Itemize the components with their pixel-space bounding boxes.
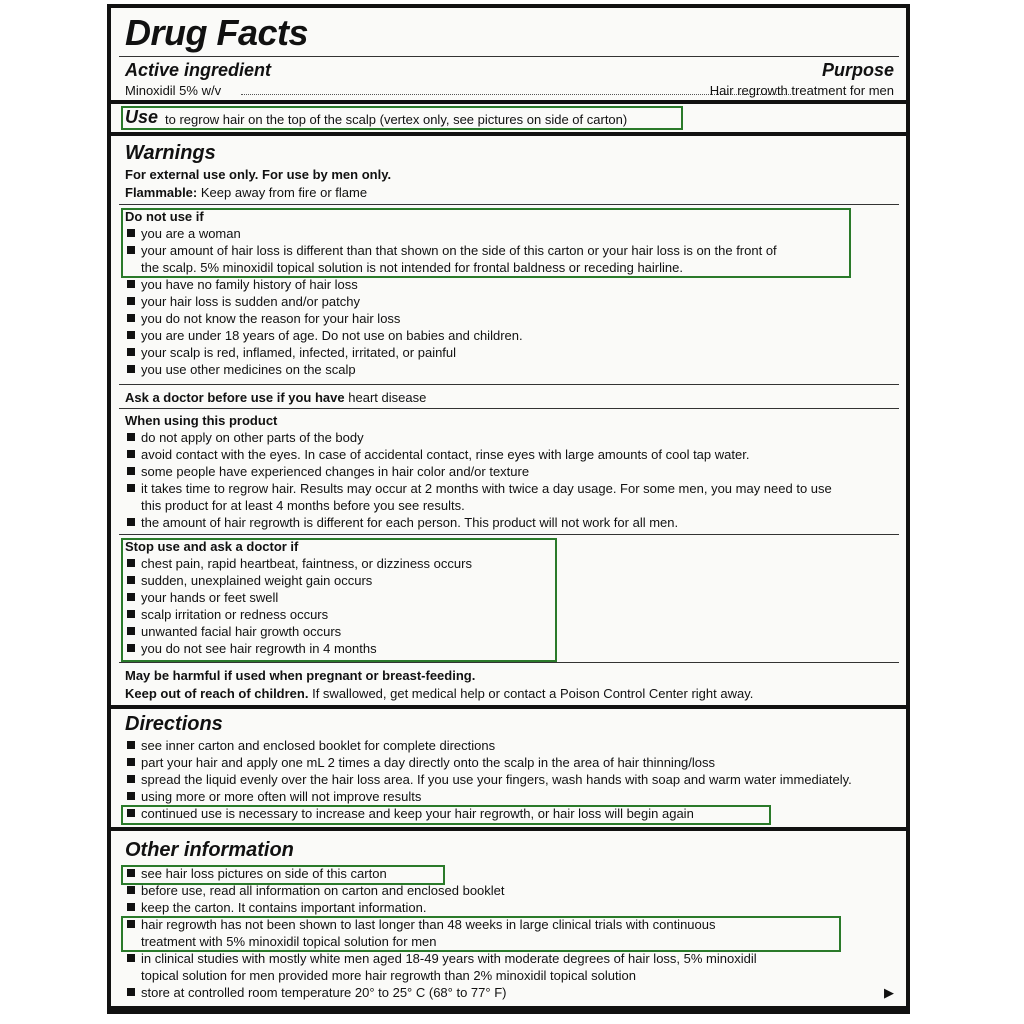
active-ingredient-value: Minoxidil 5% w/v <box>125 83 222 98</box>
label-title: Drug Facts <box>125 12 309 53</box>
flammable-label: Flammable: <box>125 185 198 200</box>
external-use-text: For external use only. For use by men only. <box>125 167 392 182</box>
active-ingredient-heading: Active ingredient <box>125 60 272 80</box>
list-item: see hair loss pictures on side of this carton <box>125 865 716 882</box>
other-information-heading: Other information <box>125 839 294 861</box>
highlight-box <box>121 916 841 952</box>
stop-use-heading: Stop use and ask a doctor if <box>125 539 299 554</box>
list-item: do not apply on other parts of the body <box>125 429 832 446</box>
list-item: your hair loss is sudden and/or patchy <box>125 293 523 310</box>
list-item: your hands or feet swell <box>125 589 472 606</box>
warnings-heading: Warnings <box>125 142 216 164</box>
directions-section <box>111 709 906 827</box>
pregnancy-warning: May be harmful if used when pregnant or breast-feeding. <box>125 668 476 683</box>
ask-doctor-label: Ask a doctor before use if you have <box>125 390 345 405</box>
list-item-continuation: this product for at least 4 months before you see results. <box>141 498 465 513</box>
continue-arrow-icon: ▶ <box>884 985 894 1000</box>
children-warning-text: If swallowed, get medical help or contact a Poison Control Center right away. <box>312 686 754 701</box>
divider <box>119 384 899 385</box>
list-item: you are a woman <box>125 225 777 242</box>
list-item: see inner carton and enclosed booklet for complete directions <box>125 737 852 754</box>
directions-heading: Directions <box>125 713 223 735</box>
list-item: using more or more often will not improve results <box>125 788 852 805</box>
leader-dots <box>241 84 791 95</box>
list-item-continuation: treatment with 5% minoxidil topical solution for men <box>141 934 437 949</box>
other-information-list-more <box>125 950 757 967</box>
list-item: spread the liquid evenly over the hair loss area. If you use your fingers, wash hands with soap and warm water immediately. <box>125 771 852 788</box>
list-item: it takes time to regrow hair. Results may occur at 2 months with twice a day usage. For some men, you may need to use <box>125 480 832 497</box>
list-item: you use other medicines on the scalp <box>125 361 523 378</box>
other-information-section <box>111 831 906 1006</box>
use-text: to regrow hair on the top of the scalp (vertex only, see pictures on side of carton) <box>165 112 628 127</box>
list-item: keep the carton. It contains important information. <box>125 899 716 916</box>
list-item: you are under 18 years of age. Do not use on babies and children. <box>125 327 523 344</box>
list-item: before use, read all information on carton and enclosed booklet <box>125 882 716 899</box>
list-item: the amount of hair regrowth is different for each person. This product will not work for all men. <box>125 514 678 531</box>
list-item: your scalp is red, inflamed, infected, irritated, or painful <box>125 344 523 361</box>
list-item: some people have experienced changes in hair color and/or texture <box>125 463 832 480</box>
purpose-heading: Purpose <box>821 60 894 80</box>
list-item-continuation: the scalp. 5% minoxidil topical solution is not intended for frontal baldness or receding hairline. <box>141 260 683 275</box>
other-information-list-last <box>125 984 506 1001</box>
divider <box>119 534 899 535</box>
list-item: part your hair and apply one mL 2 times a day directly onto the scalp in the area of hair thinning/loss <box>125 754 852 771</box>
divider <box>119 662 899 663</box>
list-item: sudden, unexplained weight gain occurs <box>125 572 472 589</box>
children-warning-label: Keep out of reach of children. <box>125 686 309 701</box>
list-item: avoid contact with the eyes. In case of accidental contact, rinse eyes with large amounts of cool tap water. <box>125 446 832 463</box>
list-item: store at controlled room temperature 20° to 25° C (68° to 77° F) <box>125 984 506 1001</box>
list-item-continuation: topical solution for men provided more hair regrowth than 2% minoxidil topical solution <box>141 968 636 983</box>
highlight-box <box>121 538 557 662</box>
list-item: scalp irritation or redness occurs <box>125 606 472 623</box>
divider <box>119 56 899 57</box>
list-item: unwanted facial hair growth occurs <box>125 623 472 640</box>
purpose-value: Hair regrowth treatment for men <box>709 83 894 98</box>
do-not-use-heading: Do not use if <box>125 209 204 224</box>
divider <box>119 408 899 409</box>
list-item: your amount of hair loss is different than that shown on the side of this carton or your hair loss is on the front of <box>125 242 777 259</box>
ask-doctor-text: heart disease <box>348 390 427 405</box>
divider <box>119 204 899 205</box>
warnings-section <box>111 136 906 705</box>
when-using-list-more <box>125 514 678 531</box>
highlight-box <box>121 106 683 130</box>
list-item: you do not know the reason for your hair loss <box>125 310 523 327</box>
when-using-heading: When using this product <box>125 413 278 428</box>
list-item: in clinical studies with mostly white men aged 18-49 years with moderate degrees of hair loss, 5% minoxidil <box>125 950 757 967</box>
list-item: continued use is necessary to increase and keep your hair regrowth, or hair loss will begin again <box>125 805 852 822</box>
list-item: chest pain, rapid heartbeat, faintness, or dizziness occurs <box>125 555 472 572</box>
highlight-box <box>121 208 851 278</box>
list-item: you have no family history of hair loss <box>125 276 523 293</box>
list-item: hair regrowth has not been shown to last longer than 48 weeks in large clinical trials with continuous <box>125 916 716 933</box>
use-section <box>111 104 906 132</box>
header-section <box>111 8 906 100</box>
flammable-text: Keep away from fire or flame <box>200 185 368 200</box>
when-using-list <box>125 429 832 497</box>
highlight-box <box>121 865 445 885</box>
drug-facts-label <box>107 4 910 1014</box>
do-not-use-list-more <box>125 276 523 378</box>
use-heading: Use <box>125 107 159 127</box>
highlight-box <box>121 805 771 825</box>
list-item: you do not see hair regrowth in 4 months <box>125 640 472 657</box>
